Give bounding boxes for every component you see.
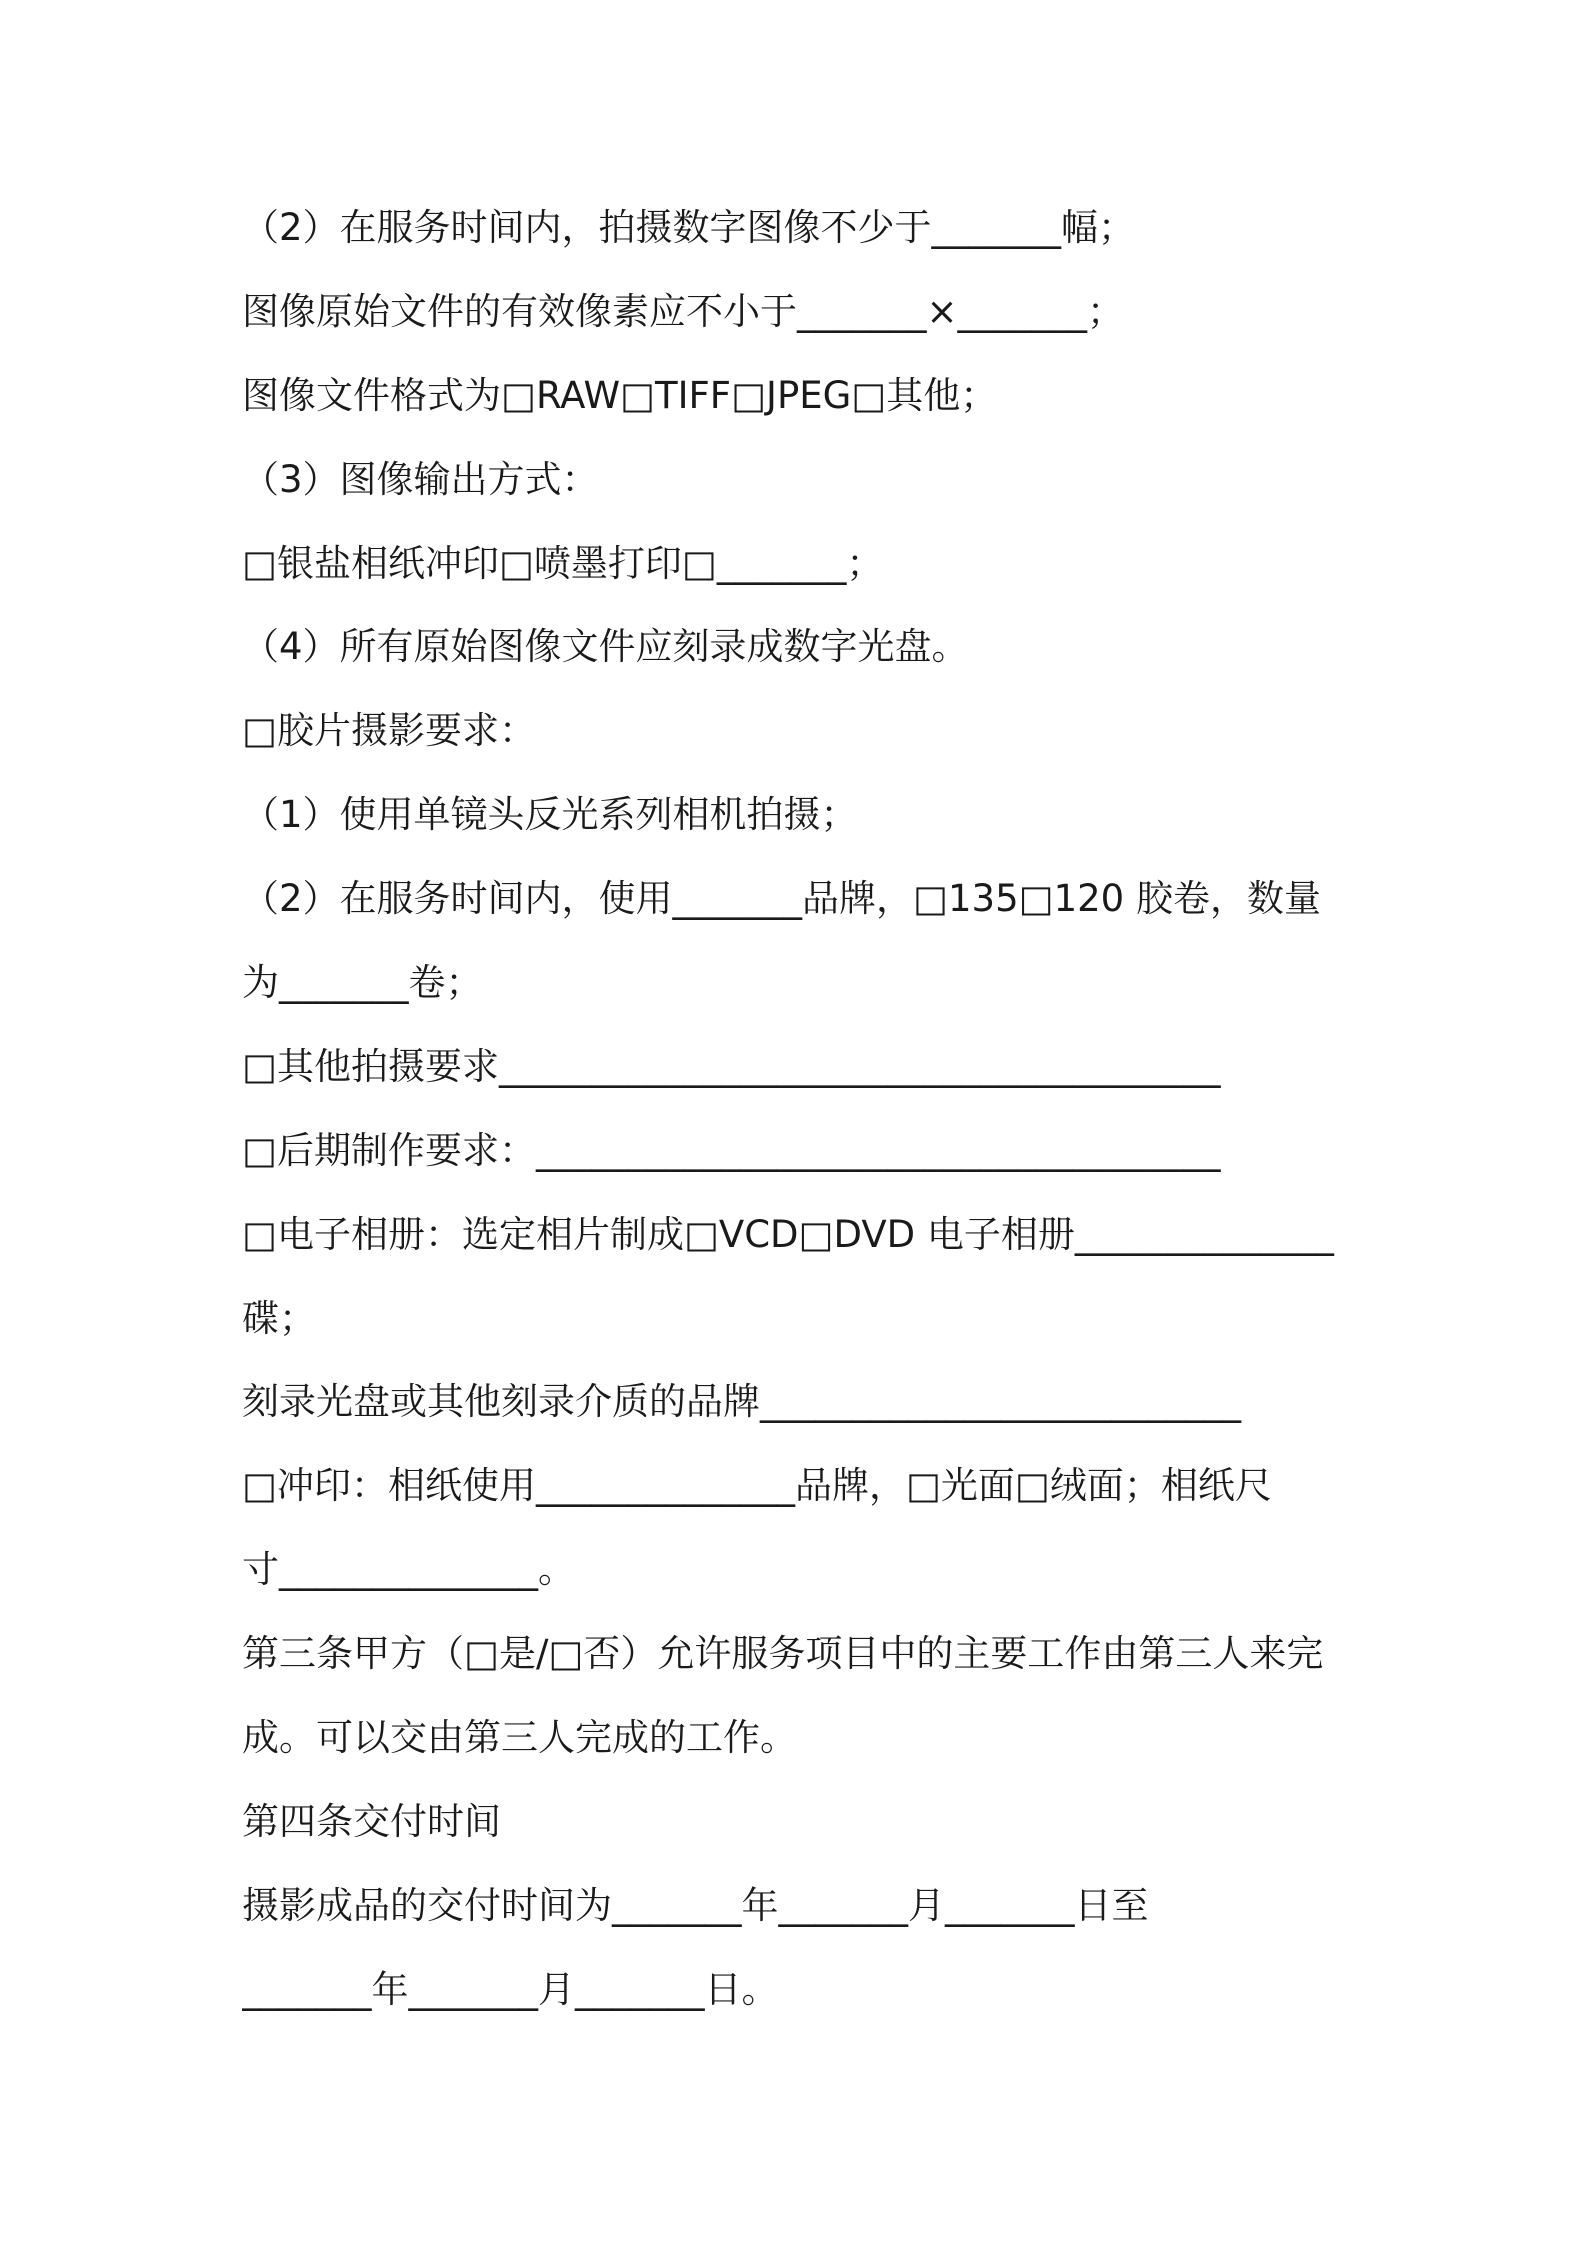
document-body bbox=[242, 186, 1542, 2032]
text-line: □电子相册：选定相片制成□VCD□DVD 电子相册______________ bbox=[242, 1212, 1334, 1256]
text-line: □后期制作要求：_____________________________________ bbox=[242, 1128, 1221, 1172]
text-line: 图像原始文件的有效像素应不小于_______×_______； bbox=[242, 289, 1125, 333]
section-heading-line: 第三条甲方（□是/□否）允许服务项目中的主要工作由第三人来完 bbox=[242, 1632, 1324, 1676]
text-line: 摄影成品的交付时间为_______年_______月_______日至 bbox=[242, 1883, 1149, 1927]
text-line: □银盐相纸冲印□喷墨打印□_______； bbox=[242, 541, 884, 585]
text-line: （3）图像输出方式： bbox=[242, 457, 599, 501]
text-line: □其他拍摄要求_______________________________________ bbox=[242, 1044, 1221, 1088]
text-line: 碟； bbox=[242, 1296, 316, 1340]
text-line: _______年_______月_______日。 bbox=[242, 1967, 779, 2011]
text-line: （2）在服务时间内，拍摄数字图像不少于_______幅； bbox=[242, 206, 1136, 249]
text-line: □冲印：相纸使用______________品牌，□光面□绒面；相纸尺 bbox=[242, 1464, 1272, 1508]
text-line: 寸______________。 bbox=[242, 1548, 575, 1592]
text-line: （4）所有原始图像文件应刻录成数字光盘。 bbox=[242, 625, 969, 669]
text-line: 为_______卷； bbox=[242, 961, 483, 1005]
text-line: （1）使用单镜头反光系列相机拍摄； bbox=[242, 793, 858, 837]
text-line: （2）在服务时间内，使用_______品牌，□135□120 胶卷，数量 bbox=[242, 877, 1321, 921]
text-line: □胶片摄影要求： bbox=[242, 709, 536, 753]
section-heading: 第四条交付时间 bbox=[242, 1799, 501, 1843]
text-line: 成。可以交由第三人完成的工作。 bbox=[242, 1716, 797, 1760]
text-line: 刻录光盘或其他刻录介质的品牌__________________________ bbox=[242, 1380, 1241, 1424]
text-line: 图像文件格式为□RAW□TIFF□JPEG□其他； bbox=[242, 373, 998, 417]
